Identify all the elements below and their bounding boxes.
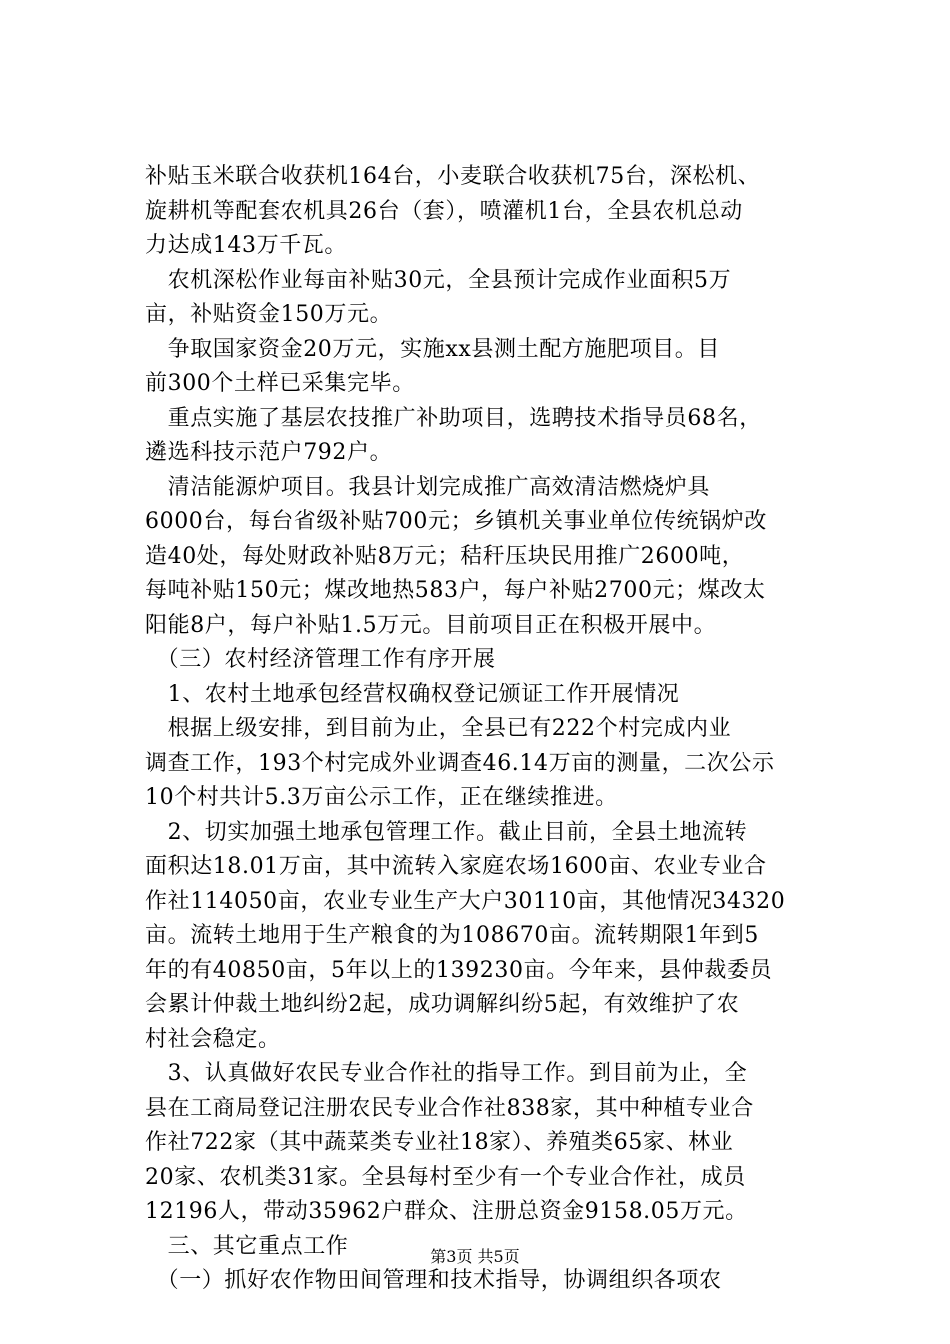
- text-line: 3、认真做好农民专业合作社的指导工作。到目前为止，全: [145, 1061, 748, 1086]
- page-number-footer: 第3页 共5页: [430, 1247, 520, 1266]
- text-line: 阳能8户，每户补贴1.5万元。目前项目正在积极开展中。: [145, 612, 717, 638]
- text-line: 遴选科技示范户792户。: [145, 440, 393, 465]
- text-line: 10个村共计5.3万亩公示工作，正在继续推进。: [145, 785, 618, 810]
- section-heading: 三、其它重点工作: [145, 1233, 349, 1259]
- subsection-heading: 1、农村土地承包经营权确权登记颁证工作开展情况: [145, 681, 680, 707]
- text-line: 作社114050亩，农业专业生产大户30110亩，其他情况34320: [145, 888, 786, 914]
- text-line: 造40处，每处财政补贴8万元；秸秆压块民用推广2600吨，: [145, 543, 745, 569]
- text-line: （一）抓好农作物田间管理和技术指导，协调组织各项农: [145, 1268, 722, 1293]
- text-line: 亩。流转土地用于生产粮食的为108670亩。流转期限1年到5: [145, 923, 759, 948]
- text-line: 年的有40850亩，5年以上的139230亩。今年来，县仲裁委员: [145, 957, 773, 983]
- text-line: 前300个土样已采集完毕。: [145, 371, 415, 396]
- text-line: 力达成143万千瓦。: [145, 233, 347, 258]
- text-line: 旋耕机等配套农机具26台（套），喷灌机1台，全县农机总动: [145, 198, 743, 224]
- text-line: 争取国家资金20万元，实施xx县测土配方施肥项目。目: [145, 336, 721, 362]
- text-line: 会累计仲裁土地纠纷2起，成功调解纠纷5起，有效维护了农: [145, 992, 740, 1017]
- text-line: 20家、农机类31家。全县每村至少有一个专业合作社，成员: [145, 1164, 746, 1190]
- section-heading: （三）农村经济管理工作有序开展: [145, 647, 496, 672]
- text-line: 清洁能源炉项目。我县计划完成推广高效清洁燃烧炉具: [145, 474, 711, 500]
- text-line: 补贴玉米联合收获机164台，小麦联合收获机75台，深松机、: [145, 164, 761, 189]
- text-line: 面积达18.01万亩，其中流转入家庭农场1600亩、农业专业合: [145, 854, 767, 879]
- text-line: 6000台，每台省级补贴700元；乡镇机关事业单位传统锅炉改: [145, 509, 767, 534]
- text-line: 村社会稳定。: [145, 1026, 281, 1052]
- text-line: 县在工商局登记注册农民专业合作社838家，其中种植专业合: [145, 1095, 754, 1121]
- text-line: 2、切实加强土地承包管理工作。截止目前，全县土地流转: [145, 819, 748, 845]
- text-line: 12196人，带动35962户群众、注册总资金9158.05万元。: [145, 1199, 748, 1224]
- text-line: 作社722家（其中蔬菜类专业社18家）、养殖类65家、林业: [145, 1130, 734, 1155]
- text-line: 每吨补贴150元；煤改地热583户，每户补贴2700元；煤改太: [145, 578, 766, 603]
- text-line: 农机深松作业每亩补贴30元，全县预计完成作业面积5万: [145, 267, 732, 293]
- text-line: 重点实施了基层农技推广补助项目，选聘技术指导员68名，: [145, 405, 762, 431]
- text-line: 根据上级安排，到目前为止，全县已有222个村完成内业: [145, 716, 732, 741]
- body-text: [145, 160, 845, 1299]
- text-line: 调查工作，193个村完成外业调查46.14万亩的测量，二次公示: [145, 750, 775, 776]
- text-line: 亩，补贴资金150万元。: [145, 302, 393, 327]
